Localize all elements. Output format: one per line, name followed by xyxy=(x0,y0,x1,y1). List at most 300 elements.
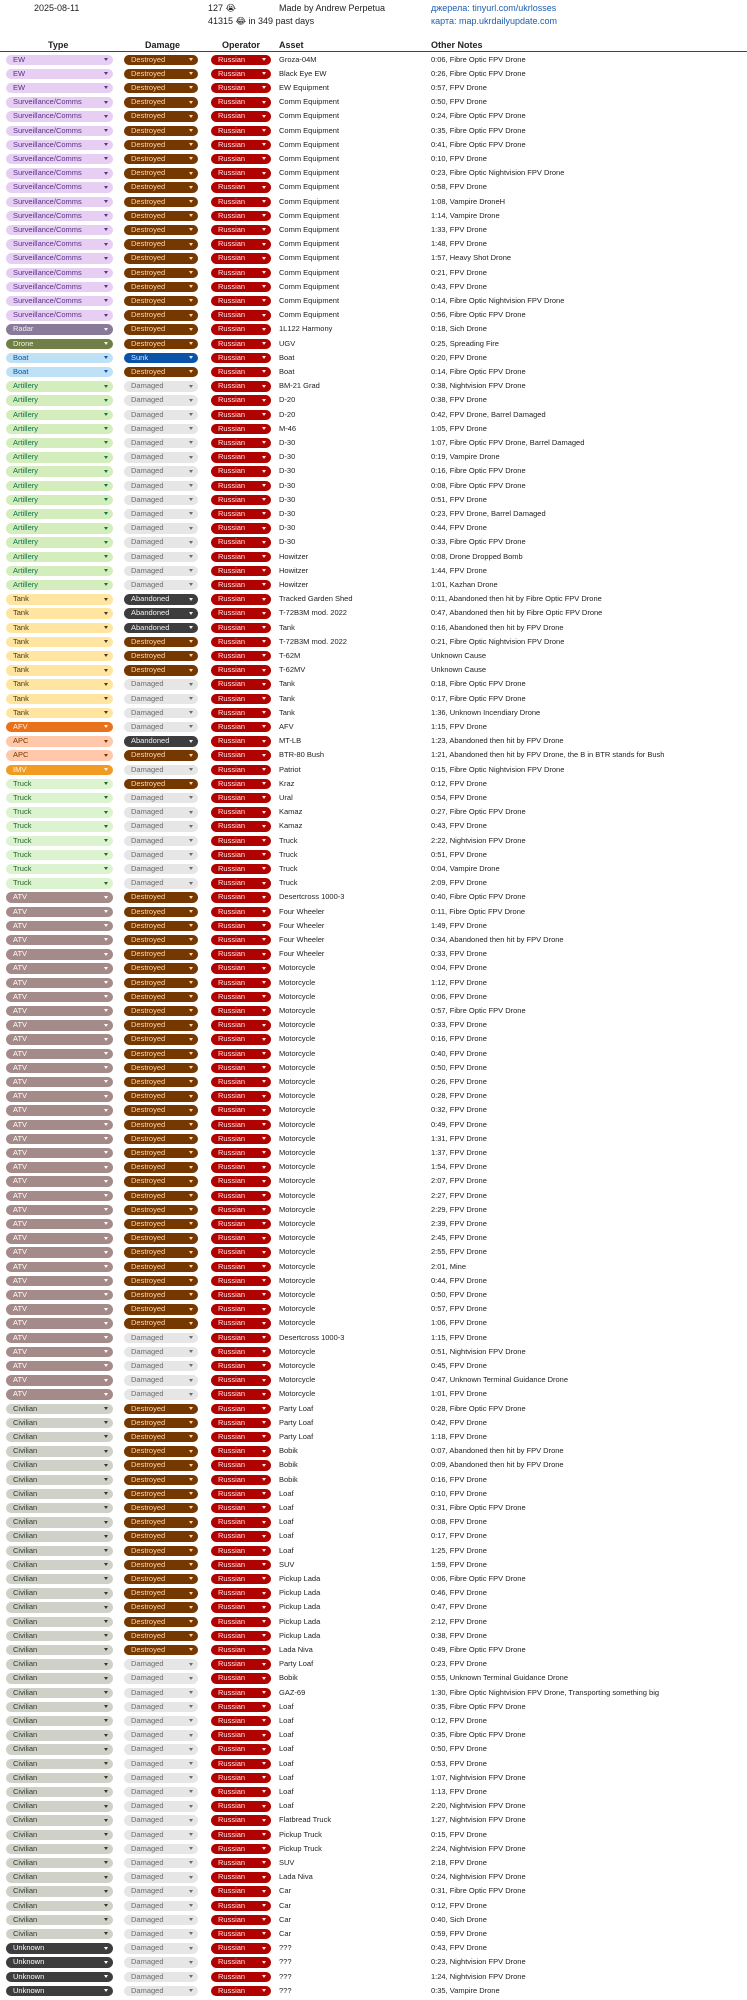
type-dropdown[interactable] xyxy=(6,1404,113,1415)
damage-dropdown[interactable] xyxy=(124,1858,198,1869)
operator-dropdown[interactable] xyxy=(211,921,271,932)
operator-dropdown[interactable] xyxy=(211,1659,271,1670)
damage-dropdown[interactable] xyxy=(124,239,198,250)
damage-dropdown[interactable] xyxy=(124,1744,198,1755)
operator-dropdown[interactable] xyxy=(211,111,271,122)
damage-dropdown[interactable] xyxy=(124,1730,198,1741)
damage-dropdown[interactable] xyxy=(124,1347,198,1358)
damage-dropdown[interactable] xyxy=(124,140,198,151)
damage-dropdown[interactable] xyxy=(124,1844,198,1855)
type-dropdown[interactable] xyxy=(6,1943,113,1954)
type-dropdown[interactable] xyxy=(6,1148,113,1159)
operator-dropdown[interactable] xyxy=(211,1460,271,1471)
operator-dropdown[interactable] xyxy=(211,140,271,151)
type-dropdown[interactable] xyxy=(6,1560,113,1571)
type-dropdown[interactable] xyxy=(6,424,113,435)
damage-dropdown[interactable] xyxy=(124,892,198,903)
damage-dropdown[interactable] xyxy=(124,1389,198,1400)
type-dropdown[interactable] xyxy=(6,1120,113,1131)
damage-dropdown[interactable] xyxy=(124,651,198,662)
operator-dropdown[interactable] xyxy=(211,1546,271,1557)
type-dropdown[interactable] xyxy=(6,1773,113,1784)
type-dropdown[interactable] xyxy=(6,1333,113,1344)
damage-dropdown[interactable] xyxy=(124,1943,198,1954)
damage-dropdown[interactable] xyxy=(124,1475,198,1486)
damage-dropdown[interactable] xyxy=(124,353,198,364)
damage-dropdown[interactable] xyxy=(124,225,198,236)
type-dropdown[interactable] xyxy=(6,1588,113,1599)
damage-dropdown[interactable] xyxy=(124,296,198,307)
operator-dropdown[interactable] xyxy=(211,1446,271,1457)
damage-dropdown[interactable] xyxy=(124,1105,198,1116)
type-dropdown[interactable] xyxy=(6,807,113,818)
damage-dropdown[interactable] xyxy=(124,1929,198,1940)
damage-dropdown[interactable] xyxy=(124,1787,198,1798)
damage-dropdown[interactable] xyxy=(124,1716,198,1727)
operator-dropdown[interactable] xyxy=(211,594,271,605)
operator-dropdown[interactable] xyxy=(211,807,271,818)
type-dropdown[interactable] xyxy=(6,1844,113,1855)
damage-dropdown[interactable] xyxy=(124,580,198,591)
type-dropdown[interactable] xyxy=(6,410,113,421)
damage-dropdown[interactable] xyxy=(124,1049,198,1060)
type-dropdown[interactable] xyxy=(6,1886,113,1897)
damage-dropdown[interactable] xyxy=(124,1418,198,1429)
operator-dropdown[interactable] xyxy=(211,1957,271,1968)
damage-dropdown[interactable] xyxy=(124,324,198,335)
operator-dropdown[interactable] xyxy=(211,907,271,918)
damage-dropdown[interactable] xyxy=(124,1219,198,1230)
operator-dropdown[interactable] xyxy=(211,1077,271,1088)
type-dropdown[interactable] xyxy=(6,566,113,577)
type-dropdown[interactable] xyxy=(6,182,113,193)
operator-dropdown[interactable] xyxy=(211,1290,271,1301)
operator-dropdown[interactable] xyxy=(211,1631,271,1642)
operator-dropdown[interactable] xyxy=(211,864,271,875)
operator-dropdown[interactable] xyxy=(211,1034,271,1045)
operator-dropdown[interactable] xyxy=(211,197,271,208)
damage-dropdown[interactable] xyxy=(124,1815,198,1826)
damage-dropdown[interactable] xyxy=(124,1134,198,1145)
operator-dropdown[interactable] xyxy=(211,949,271,960)
type-dropdown[interactable] xyxy=(6,1602,113,1613)
type-dropdown[interactable] xyxy=(6,694,113,705)
operator-dropdown[interactable] xyxy=(211,1844,271,1855)
type-dropdown[interactable] xyxy=(6,1432,113,1443)
damage-dropdown[interactable] xyxy=(124,1560,198,1571)
damage-dropdown[interactable] xyxy=(124,679,198,690)
operator-dropdown[interactable] xyxy=(211,793,271,804)
type-dropdown[interactable] xyxy=(6,1503,113,1514)
damage-dropdown[interactable] xyxy=(124,566,198,577)
type-dropdown[interactable] xyxy=(6,140,113,151)
damage-dropdown[interactable] xyxy=(124,126,198,137)
type-dropdown[interactable] xyxy=(6,1418,113,1429)
damage-dropdown[interactable] xyxy=(124,211,198,222)
type-dropdown[interactable] xyxy=(6,892,113,903)
type-dropdown[interactable] xyxy=(6,1318,113,1329)
type-dropdown[interactable] xyxy=(6,1531,113,1542)
type-dropdown[interactable] xyxy=(6,1475,113,1486)
damage-dropdown[interactable] xyxy=(124,268,198,279)
type-dropdown[interactable] xyxy=(6,367,113,378)
damage-dropdown[interactable] xyxy=(124,1162,198,1173)
type-dropdown[interactable] xyxy=(6,864,113,875)
operator-dropdown[interactable] xyxy=(211,339,271,350)
type-dropdown[interactable] xyxy=(6,1162,113,1173)
damage-dropdown[interactable] xyxy=(124,623,198,634)
type-dropdown[interactable] xyxy=(6,1957,113,1968)
type-dropdown[interactable] xyxy=(6,211,113,222)
type-dropdown[interactable] xyxy=(6,1744,113,1755)
type-dropdown[interactable] xyxy=(6,1517,113,1528)
type-dropdown[interactable] xyxy=(6,949,113,960)
type-dropdown[interactable] xyxy=(6,1020,113,1031)
damage-dropdown[interactable] xyxy=(124,694,198,705)
type-dropdown[interactable] xyxy=(6,310,113,321)
operator-dropdown[interactable] xyxy=(211,1773,271,1784)
type-dropdown[interactable] xyxy=(6,523,113,534)
damage-dropdown[interactable] xyxy=(124,594,198,605)
type-dropdown[interactable] xyxy=(6,1815,113,1826)
damage-dropdown[interactable] xyxy=(124,395,198,406)
type-dropdown[interactable] xyxy=(6,722,113,733)
type-dropdown[interactable] xyxy=(6,1034,113,1045)
operator-dropdown[interactable] xyxy=(211,1162,271,1173)
operator-dropdown[interactable] xyxy=(211,1801,271,1812)
damage-dropdown[interactable] xyxy=(124,608,198,619)
type-dropdown[interactable] xyxy=(6,679,113,690)
operator-dropdown[interactable] xyxy=(211,537,271,548)
operator-dropdown[interactable] xyxy=(211,182,271,193)
operator-dropdown[interactable] xyxy=(211,1404,271,1415)
type-dropdown[interactable] xyxy=(6,1176,113,1187)
damage-dropdown[interactable] xyxy=(124,1063,198,1074)
damage-dropdown[interactable] xyxy=(124,949,198,960)
operator-dropdown[interactable] xyxy=(211,154,271,165)
damage-dropdown[interactable] xyxy=(124,765,198,776)
operator-dropdown[interactable] xyxy=(211,1730,271,1741)
damage-dropdown[interactable] xyxy=(124,1446,198,1457)
damage-dropdown[interactable] xyxy=(124,1276,198,1287)
damage-dropdown[interactable] xyxy=(124,509,198,520)
operator-dropdown[interactable] xyxy=(211,282,271,293)
type-dropdown[interactable] xyxy=(6,779,113,790)
operator-dropdown[interactable] xyxy=(211,566,271,577)
operator-dropdown[interactable] xyxy=(211,679,271,690)
damage-dropdown[interactable] xyxy=(124,1432,198,1443)
damage-dropdown[interactable] xyxy=(124,282,198,293)
damage-dropdown[interactable] xyxy=(124,1886,198,1897)
damage-dropdown[interactable] xyxy=(124,1020,198,1031)
operator-dropdown[interactable] xyxy=(211,1205,271,1216)
damage-dropdown[interactable] xyxy=(124,552,198,563)
operator-dropdown[interactable] xyxy=(211,1830,271,1841)
operator-dropdown[interactable] xyxy=(211,1219,271,1230)
damage-dropdown[interactable] xyxy=(124,1205,198,1216)
type-dropdown[interactable] xyxy=(6,1460,113,1471)
damage-dropdown[interactable] xyxy=(124,1148,198,1159)
damage-dropdown[interactable] xyxy=(124,850,198,861)
type-dropdown[interactable] xyxy=(6,1716,113,1727)
damage-dropdown[interactable] xyxy=(124,367,198,378)
type-dropdown[interactable] xyxy=(6,1262,113,1273)
damage-dropdown[interactable] xyxy=(124,1688,198,1699)
operator-dropdown[interactable] xyxy=(211,395,271,406)
operator-dropdown[interactable] xyxy=(211,637,271,648)
operator-dropdown[interactable] xyxy=(211,466,271,477)
damage-dropdown[interactable] xyxy=(124,339,198,350)
operator-dropdown[interactable] xyxy=(211,1787,271,1798)
operator-dropdown[interactable] xyxy=(211,268,271,279)
damage-dropdown[interactable] xyxy=(124,1304,198,1315)
operator-dropdown[interactable] xyxy=(211,892,271,903)
damage-dropdown[interactable] xyxy=(124,1375,198,1386)
type-dropdown[interactable] xyxy=(6,1574,113,1585)
type-dropdown[interactable] xyxy=(6,395,113,406)
type-dropdown[interactable] xyxy=(6,197,113,208)
damage-dropdown[interactable] xyxy=(124,1517,198,1528)
damage-dropdown[interactable] xyxy=(124,1361,198,1372)
type-dropdown[interactable] xyxy=(6,1219,113,1230)
damage-dropdown[interactable] xyxy=(124,310,198,321)
damage-dropdown[interactable] xyxy=(124,750,198,761)
damage-dropdown[interactable] xyxy=(124,69,198,80)
damage-dropdown[interactable] xyxy=(124,495,198,506)
operator-dropdown[interactable] xyxy=(211,1475,271,1486)
type-dropdown[interactable] xyxy=(6,1276,113,1287)
damage-dropdown[interactable] xyxy=(124,1006,198,1017)
type-dropdown[interactable] xyxy=(6,1191,113,1202)
operator-dropdown[interactable] xyxy=(211,1361,271,1372)
type-dropdown[interactable] xyxy=(6,878,113,889)
damage-dropdown[interactable] xyxy=(124,523,198,534)
operator-dropdown[interactable] xyxy=(211,296,271,307)
type-dropdown[interactable] xyxy=(6,552,113,563)
operator-dropdown[interactable] xyxy=(211,1304,271,1315)
damage-dropdown[interactable] xyxy=(124,410,198,421)
operator-dropdown[interactable] xyxy=(211,1517,271,1528)
damage-dropdown[interactable] xyxy=(124,992,198,1003)
type-dropdown[interactable] xyxy=(6,1247,113,1258)
type-dropdown[interactable] xyxy=(6,1049,113,1060)
type-dropdown[interactable] xyxy=(6,821,113,832)
damage-dropdown[interactable] xyxy=(124,1631,198,1642)
operator-dropdown[interactable] xyxy=(211,253,271,264)
damage-dropdown[interactable] xyxy=(124,907,198,918)
damage-dropdown[interactable] xyxy=(124,736,198,747)
operator-dropdown[interactable] xyxy=(211,481,271,492)
type-dropdown[interactable] xyxy=(6,239,113,250)
damage-dropdown[interactable] xyxy=(124,1546,198,1557)
operator-dropdown[interactable] xyxy=(211,694,271,705)
type-dropdown[interactable] xyxy=(6,992,113,1003)
damage-dropdown[interactable] xyxy=(124,154,198,165)
type-dropdown[interactable] xyxy=(6,1645,113,1656)
operator-dropdown[interactable] xyxy=(211,1702,271,1713)
operator-dropdown[interactable] xyxy=(211,878,271,889)
type-dropdown[interactable] xyxy=(6,1872,113,1883)
damage-dropdown[interactable] xyxy=(124,1702,198,1713)
damage-dropdown[interactable] xyxy=(124,1602,198,1613)
type-dropdown[interactable] xyxy=(6,1233,113,1244)
damage-dropdown[interactable] xyxy=(124,708,198,719)
damage-dropdown[interactable] xyxy=(124,1404,198,1415)
type-dropdown[interactable] xyxy=(6,921,113,932)
damage-dropdown[interactable] xyxy=(124,111,198,122)
damage-dropdown[interactable] xyxy=(124,978,198,989)
operator-dropdown[interactable] xyxy=(211,779,271,790)
damage-dropdown[interactable] xyxy=(124,1333,198,1344)
type-dropdown[interactable] xyxy=(6,97,113,108)
operator-dropdown[interactable] xyxy=(211,1063,271,1074)
operator-dropdown[interactable] xyxy=(211,963,271,974)
operator-dropdown[interactable] xyxy=(211,1560,271,1571)
map-link[interactable]: карта: map.ukrdailyupdate.com xyxy=(431,16,558,26)
damage-dropdown[interactable] xyxy=(124,722,198,733)
type-dropdown[interactable] xyxy=(6,253,113,264)
operator-dropdown[interactable] xyxy=(211,850,271,861)
type-dropdown[interactable] xyxy=(6,935,113,946)
operator-dropdown[interactable] xyxy=(211,1276,271,1287)
operator-dropdown[interactable] xyxy=(211,1574,271,1585)
type-dropdown[interactable] xyxy=(6,1759,113,1770)
damage-dropdown[interactable] xyxy=(124,821,198,832)
operator-dropdown[interactable] xyxy=(211,225,271,236)
operator-dropdown[interactable] xyxy=(211,665,271,676)
damage-dropdown[interactable] xyxy=(124,97,198,108)
operator-dropdown[interactable] xyxy=(211,324,271,335)
operator-dropdown[interactable] xyxy=(211,438,271,449)
type-dropdown[interactable] xyxy=(6,1205,113,1216)
operator-dropdown[interactable] xyxy=(211,1191,271,1202)
type-dropdown[interactable] xyxy=(6,1702,113,1713)
type-dropdown[interactable] xyxy=(6,665,113,676)
type-dropdown[interactable] xyxy=(6,1446,113,1457)
type-dropdown[interactable] xyxy=(6,1673,113,1684)
damage-dropdown[interactable] xyxy=(124,1574,198,1585)
type-dropdown[interactable] xyxy=(6,1006,113,1017)
damage-dropdown[interactable] xyxy=(124,83,198,94)
damage-dropdown[interactable] xyxy=(124,1915,198,1926)
type-dropdown[interactable] xyxy=(6,1787,113,1798)
operator-dropdown[interactable] xyxy=(211,1233,271,1244)
type-dropdown[interactable] xyxy=(6,1915,113,1926)
operator-dropdown[interactable] xyxy=(211,1418,271,1429)
type-dropdown[interactable] xyxy=(6,1830,113,1841)
damage-dropdown[interactable] xyxy=(124,424,198,435)
type-dropdown[interactable] xyxy=(6,765,113,776)
operator-dropdown[interactable] xyxy=(211,1503,271,1514)
type-dropdown[interactable] xyxy=(6,438,113,449)
type-dropdown[interactable] xyxy=(6,736,113,747)
operator-dropdown[interactable] xyxy=(211,168,271,179)
type-dropdown[interactable] xyxy=(6,69,113,80)
type-dropdown[interactable] xyxy=(6,1134,113,1145)
type-dropdown[interactable] xyxy=(6,225,113,236)
damage-dropdown[interactable] xyxy=(124,665,198,676)
damage-dropdown[interactable] xyxy=(124,1247,198,1258)
operator-dropdown[interactable] xyxy=(211,1148,271,1159)
type-dropdown[interactable] xyxy=(6,324,113,335)
type-dropdown[interactable] xyxy=(6,1105,113,1116)
operator-dropdown[interactable] xyxy=(211,1744,271,1755)
operator-dropdown[interactable] xyxy=(211,353,271,364)
damage-dropdown[interactable] xyxy=(124,1262,198,1273)
operator-dropdown[interactable] xyxy=(211,1105,271,1116)
operator-dropdown[interactable] xyxy=(211,1020,271,1031)
type-dropdown[interactable] xyxy=(6,850,113,861)
type-dropdown[interactable] xyxy=(6,537,113,548)
operator-dropdown[interactable] xyxy=(211,765,271,776)
damage-dropdown[interactable] xyxy=(124,1034,198,1045)
damage-dropdown[interactable] xyxy=(124,1972,198,1983)
type-dropdown[interactable] xyxy=(6,1659,113,1670)
operator-dropdown[interactable] xyxy=(211,1915,271,1926)
damage-dropdown[interactable] xyxy=(124,481,198,492)
damage-dropdown[interactable] xyxy=(124,438,198,449)
damage-dropdown[interactable] xyxy=(124,197,198,208)
type-dropdown[interactable] xyxy=(6,1077,113,1088)
type-dropdown[interactable] xyxy=(6,481,113,492)
damage-dropdown[interactable] xyxy=(124,452,198,463)
damage-dropdown[interactable] xyxy=(124,1830,198,1841)
damage-dropdown[interactable] xyxy=(124,1077,198,1088)
type-dropdown[interactable] xyxy=(6,594,113,605)
damage-dropdown[interactable] xyxy=(124,1901,198,1912)
type-dropdown[interactable] xyxy=(6,1929,113,1940)
damage-dropdown[interactable] xyxy=(124,1290,198,1301)
type-dropdown[interactable] xyxy=(6,339,113,350)
operator-dropdown[interactable] xyxy=(211,821,271,832)
damage-dropdown[interactable] xyxy=(124,1673,198,1684)
operator-dropdown[interactable] xyxy=(211,1389,271,1400)
operator-dropdown[interactable] xyxy=(211,1943,271,1954)
type-dropdown[interactable] xyxy=(6,466,113,477)
operator-dropdown[interactable] xyxy=(211,523,271,534)
operator-dropdown[interactable] xyxy=(211,1531,271,1542)
operator-dropdown[interactable] xyxy=(211,1262,271,1273)
type-dropdown[interactable] xyxy=(6,1688,113,1699)
type-dropdown[interactable] xyxy=(6,836,113,847)
operator-dropdown[interactable] xyxy=(211,1972,271,1983)
type-dropdown[interactable] xyxy=(6,1375,113,1386)
type-dropdown[interactable] xyxy=(6,750,113,761)
type-dropdown[interactable] xyxy=(6,1489,113,1500)
operator-dropdown[interactable] xyxy=(211,1347,271,1358)
damage-dropdown[interactable] xyxy=(124,466,198,477)
damage-dropdown[interactable] xyxy=(124,836,198,847)
type-dropdown[interactable] xyxy=(6,1290,113,1301)
damage-dropdown[interactable] xyxy=(124,935,198,946)
operator-dropdown[interactable] xyxy=(211,651,271,662)
type-dropdown[interactable] xyxy=(6,793,113,804)
operator-dropdown[interactable] xyxy=(211,1375,271,1386)
damage-dropdown[interactable] xyxy=(124,1801,198,1812)
operator-dropdown[interactable] xyxy=(211,623,271,634)
operator-dropdown[interactable] xyxy=(211,1986,271,1997)
type-dropdown[interactable] xyxy=(6,1063,113,1074)
operator-dropdown[interactable] xyxy=(211,126,271,137)
type-dropdown[interactable] xyxy=(6,353,113,364)
type-dropdown[interactable] xyxy=(6,495,113,506)
damage-dropdown[interactable] xyxy=(124,1531,198,1542)
damage-dropdown[interactable] xyxy=(124,1659,198,1670)
operator-dropdown[interactable] xyxy=(211,580,271,591)
damage-dropdown[interactable] xyxy=(124,253,198,264)
type-dropdown[interactable] xyxy=(6,1631,113,1642)
type-dropdown[interactable] xyxy=(6,623,113,634)
